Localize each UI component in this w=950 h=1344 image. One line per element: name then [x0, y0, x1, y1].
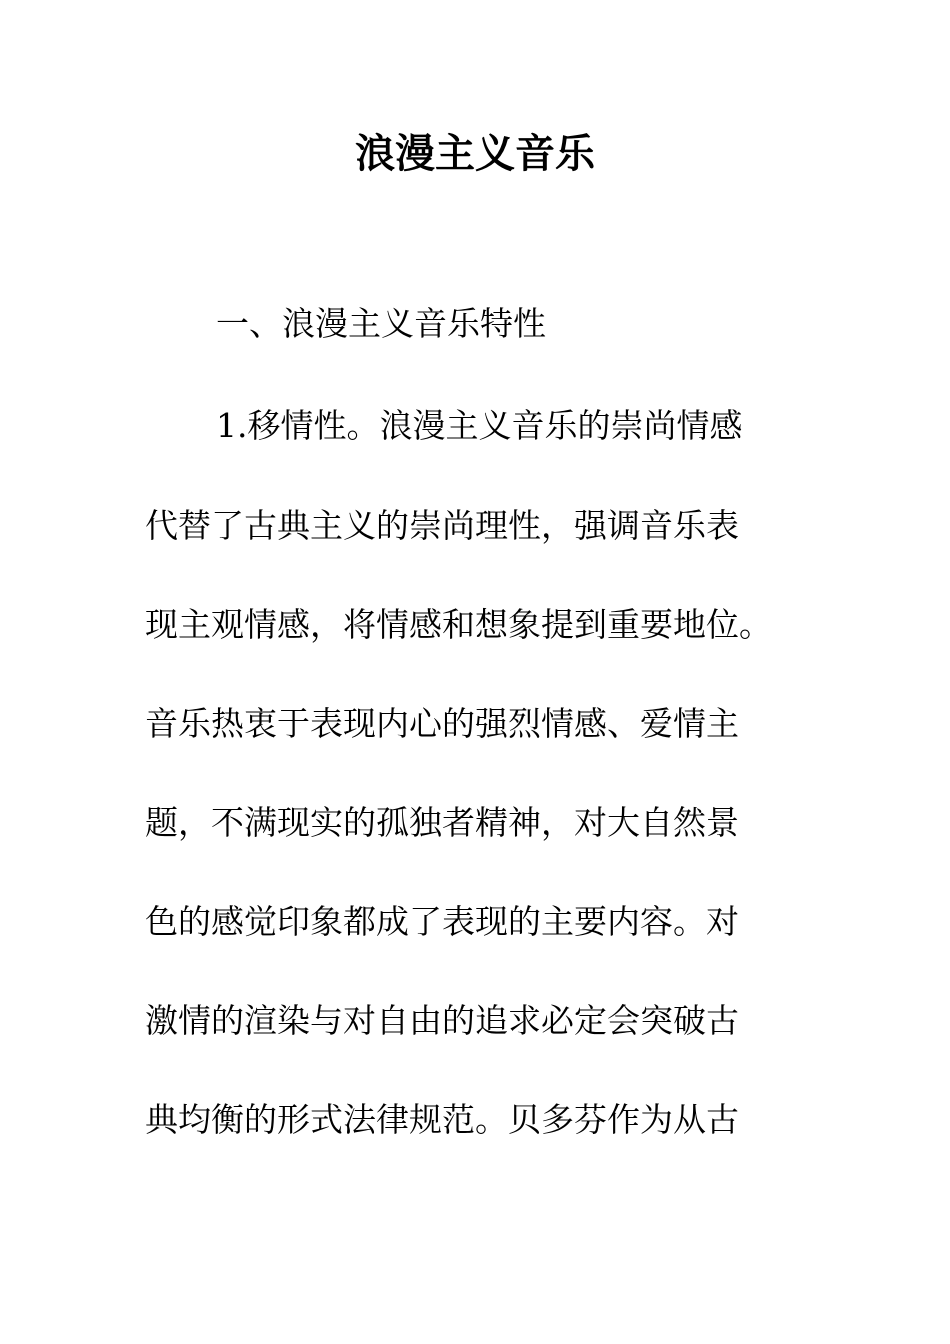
paragraph-line: 典均衡的形式法律规范。贝多芬作为从古 — [145, 1100, 739, 1139]
paragraph-line: 现主观情感，将情感和想象提到重要地位。 — [145, 605, 772, 644]
paragraph-line: 色的感觉印象都成了表现的主要内容。对 — [145, 902, 739, 941]
paragraph-line: 题，不满现实的孤独者精神，对大自然景 — [145, 803, 739, 842]
paragraph-line: 代替了古典主义的崇尚理性，强调音乐表 — [145, 506, 739, 545]
section-heading: 一、浪漫主义音乐特性 — [216, 304, 546, 343]
paragraph-line: 音乐热衷于表现内心的强烈情感、爱情主 — [145, 704, 739, 743]
paragraph-line: 激情的渲染与对自由的追求必定会突破古 — [145, 1001, 739, 1040]
paragraph-line: 1.移情性。浪漫主义音乐的崇尚情感 — [216, 406, 743, 445]
document-title: 浪漫主义音乐 — [355, 130, 595, 177]
